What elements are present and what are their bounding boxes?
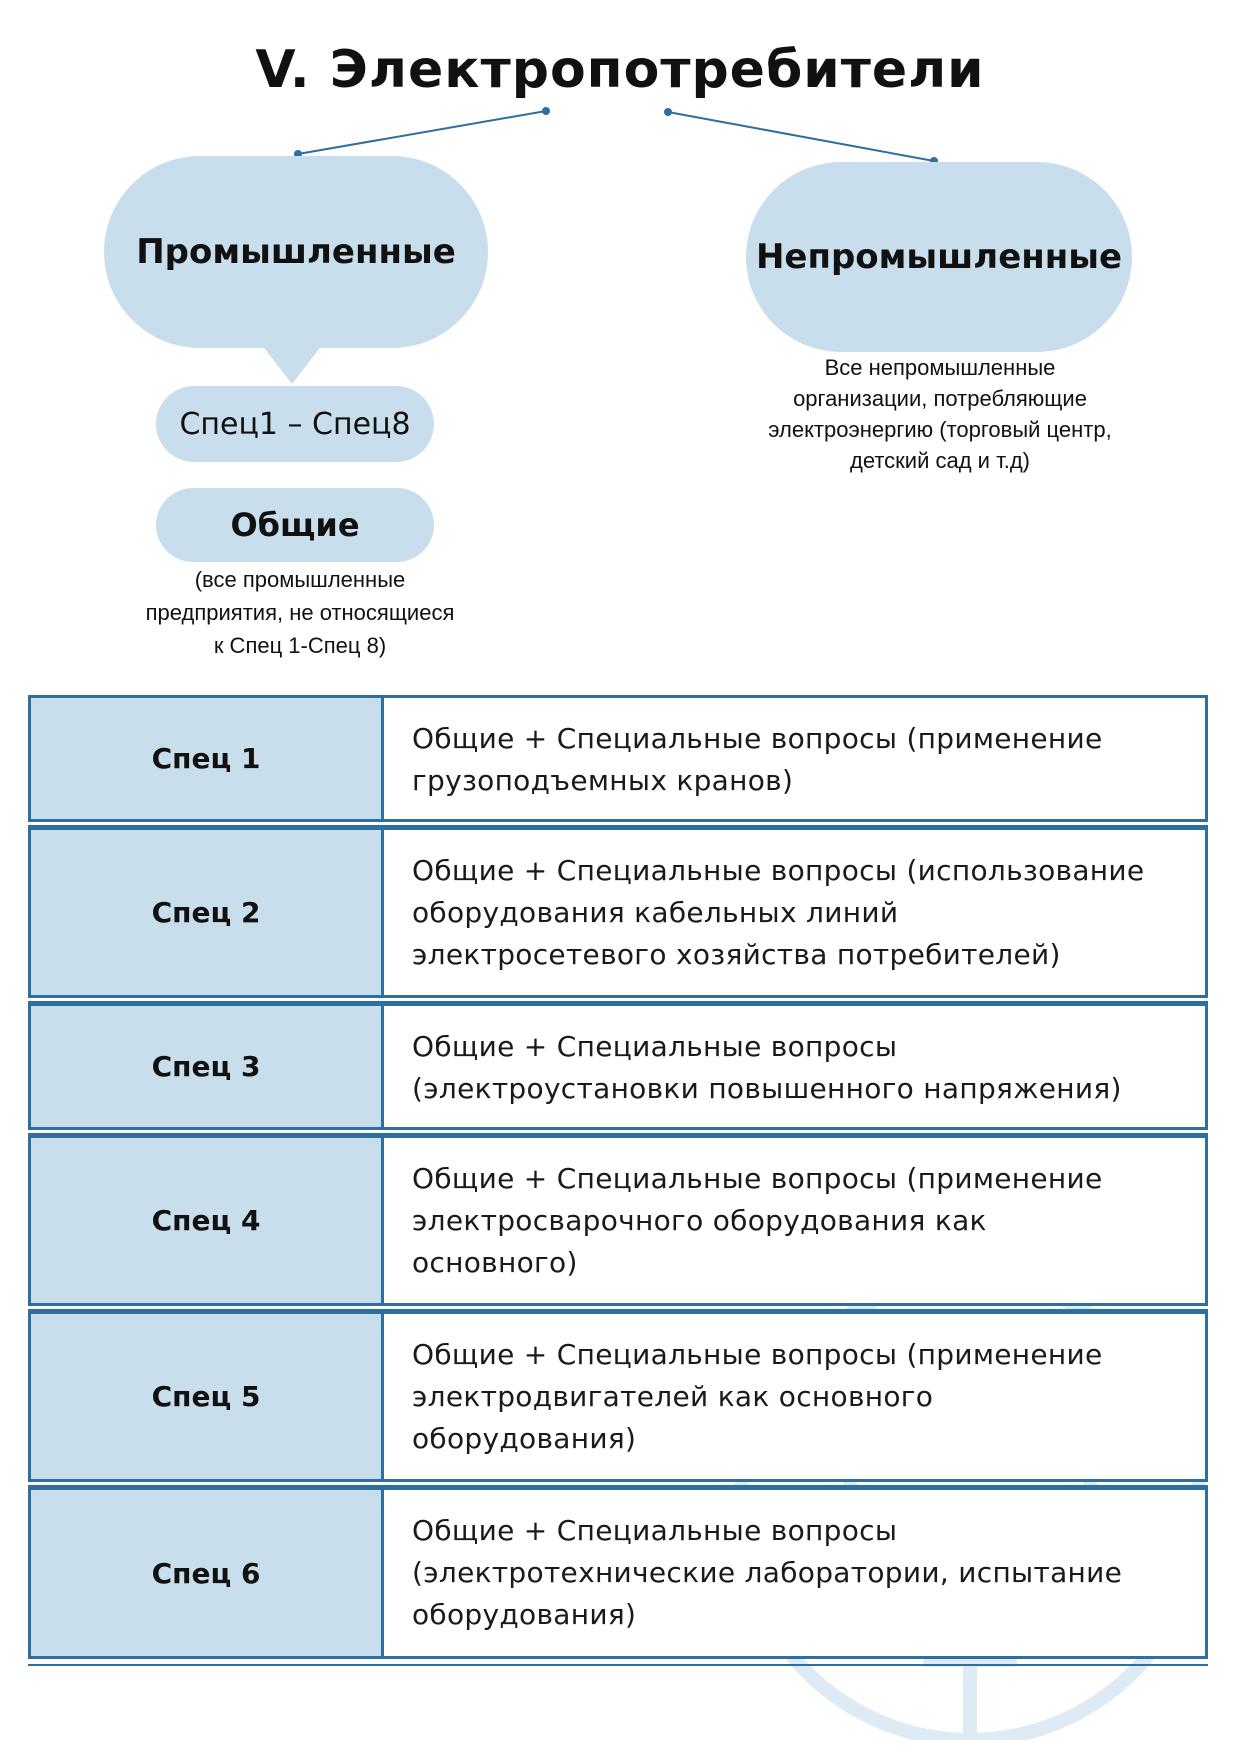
description-line: грузоподъемных кранов) [412, 764, 794, 797]
description-line: (электротехнические лаборатории, испытание [412, 1556, 1123, 1589]
connector-dot [664, 108, 672, 116]
description-line: оборудования) [412, 1598, 637, 1631]
connector-dot [542, 107, 550, 115]
connector-line-left [298, 111, 546, 154]
description-line: Общие + Специальные вопросы [412, 1030, 898, 1063]
note-line: детский сад и т.д) [850, 448, 1030, 473]
note-line: Все непромышленные [824, 355, 1056, 380]
description-line: Общие + Специальные вопросы [412, 1514, 898, 1547]
nonindustrial-bubble [746, 162, 1132, 352]
spec-description [384, 1490, 1205, 1656]
spec-description [384, 1314, 1205, 1479]
spec-label: Спец 4 [31, 1138, 384, 1303]
note-line: к Спец 1-Спец 8) [213, 633, 387, 658]
spec-range-pill [156, 386, 434, 462]
spec-description [384, 830, 1205, 995]
spec-label: Спец 6 [31, 1490, 384, 1656]
spec-range-label: Спец1 – Спец8 [179, 406, 411, 442]
description-line: электросетевого хозяйства потребителей) [412, 938, 1061, 971]
description-line: электросварочного оборудования как [412, 1204, 987, 1237]
nonindustrial-note [720, 352, 1160, 476]
description-line: Общие + Специальные вопросы (применение [412, 1162, 1103, 1195]
general-pill [156, 488, 434, 562]
description-line: оборудования) [412, 1422, 637, 1455]
spec-label: Спец 2 [31, 830, 384, 995]
description-line: основного) [412, 1246, 578, 1279]
note-line: организации, потребляющие [793, 386, 1087, 411]
description-line: электродвигателей как основного [412, 1380, 934, 1413]
description-line: Общие + Специальные вопросы (применение [412, 1338, 1103, 1371]
spec-table [28, 695, 1208, 1664]
general-note [100, 563, 500, 662]
note-line: предприятия, не относящиеся [145, 600, 455, 625]
industrial-bubble [104, 156, 488, 348]
table-row [28, 695, 1208, 822]
table-row [28, 1487, 1208, 1659]
note-line: электроэнергию (торговый центр, [768, 417, 1112, 442]
spec-description [384, 1006, 1205, 1127]
note-line: (все промышленные [194, 567, 406, 592]
table-row [28, 1311, 1208, 1482]
table-row [28, 1003, 1208, 1130]
page-title: V. Электропотребители [255, 40, 985, 100]
spec-description [384, 1138, 1205, 1303]
spec-label: Спец 3 [31, 1006, 384, 1127]
table-row [28, 827, 1208, 998]
description-line: оборудования кабельных линий [412, 896, 899, 929]
nonindustrial-label: Непромышленные [755, 237, 1123, 277]
spec-label: Спец 1 [31, 698, 384, 819]
description-line: Общие + Специальные вопросы (использование [412, 854, 1145, 887]
general-label: Общие [230, 506, 360, 544]
spec-description [384, 698, 1205, 819]
industrial-label: Промышленные [136, 232, 456, 272]
description-line: Общие + Специальные вопросы (применение [412, 722, 1103, 755]
spec-label: Спец 5 [31, 1314, 384, 1479]
table-row [28, 1135, 1208, 1306]
connector-line-right [668, 112, 934, 161]
description-line: (электроустановки повышенного напряжения) [412, 1072, 1122, 1105]
